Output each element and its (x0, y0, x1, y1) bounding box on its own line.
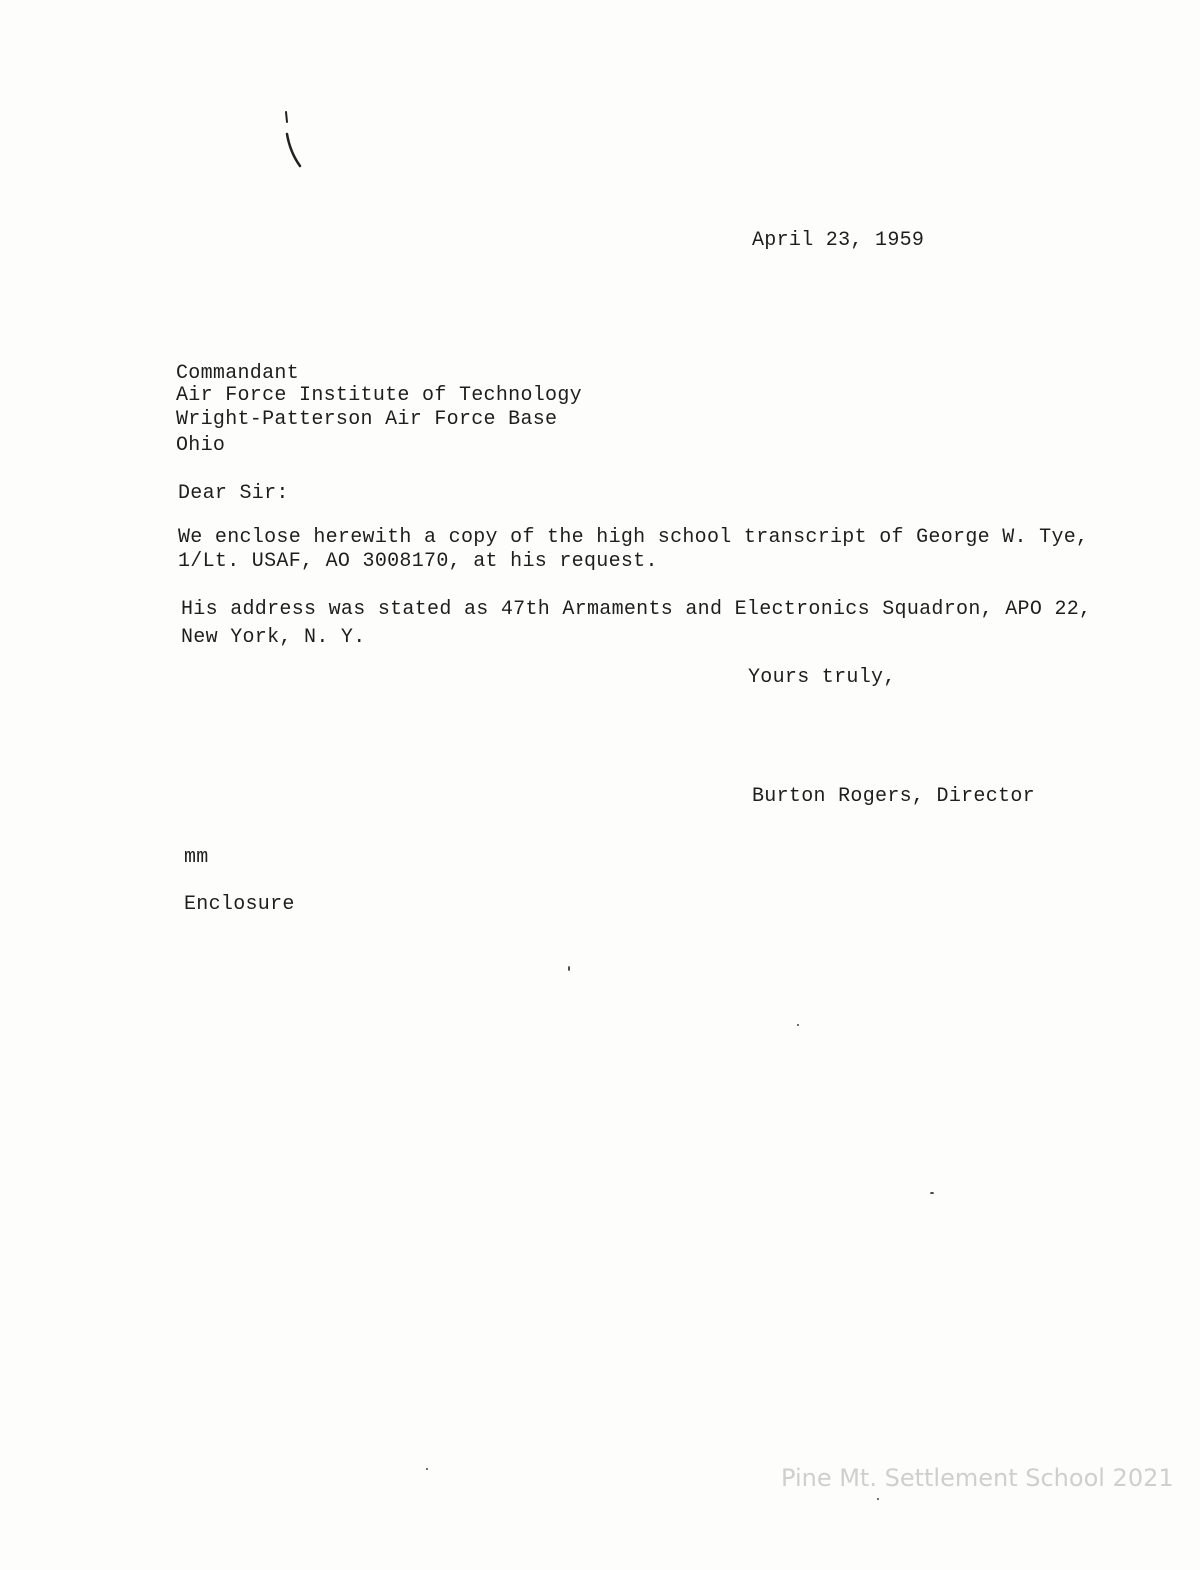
paper-speck (568, 966, 570, 971)
body-paragraph-2-line-1: His address was stated as 47th Armaments and Electronics Squadron, APO 22, (181, 598, 1092, 621)
archive-watermark: Pine Mt. Settlement School 2021 (781, 1464, 1174, 1492)
letter-date: April 23, 1959 (752, 229, 925, 252)
recipient-line-3: Wright-Patterson Air Force Base (176, 408, 558, 431)
paper-speck (797, 1024, 799, 1026)
pen-mark (282, 110, 306, 170)
body-paragraph-1-line-2: 1/Lt. USAF, AO 3008170, at his request. (178, 550, 658, 573)
recipient-line-1: Commandant (176, 362, 300, 385)
recipient-line-2: Air Force Institute of Technology (176, 384, 582, 407)
paper-speck (930, 1192, 934, 1194)
salutation: Dear Sir: (178, 482, 289, 505)
closing: Yours truly, (748, 666, 896, 689)
paper-speck (426, 1468, 428, 1470)
typist-initials: mm (184, 846, 209, 869)
signature-block: Burton Rogers, Director (752, 785, 1035, 808)
enclosure-note: Enclosure (184, 893, 295, 916)
recipient-line-4: Ohio (176, 434, 226, 457)
body-paragraph-1-line-1: We enclose herewith a copy of the high school transcript of George W. Tye, (178, 526, 1089, 549)
paper-speck (877, 1498, 879, 1500)
body-paragraph-2-line-2: New York, N. Y. (181, 626, 366, 649)
